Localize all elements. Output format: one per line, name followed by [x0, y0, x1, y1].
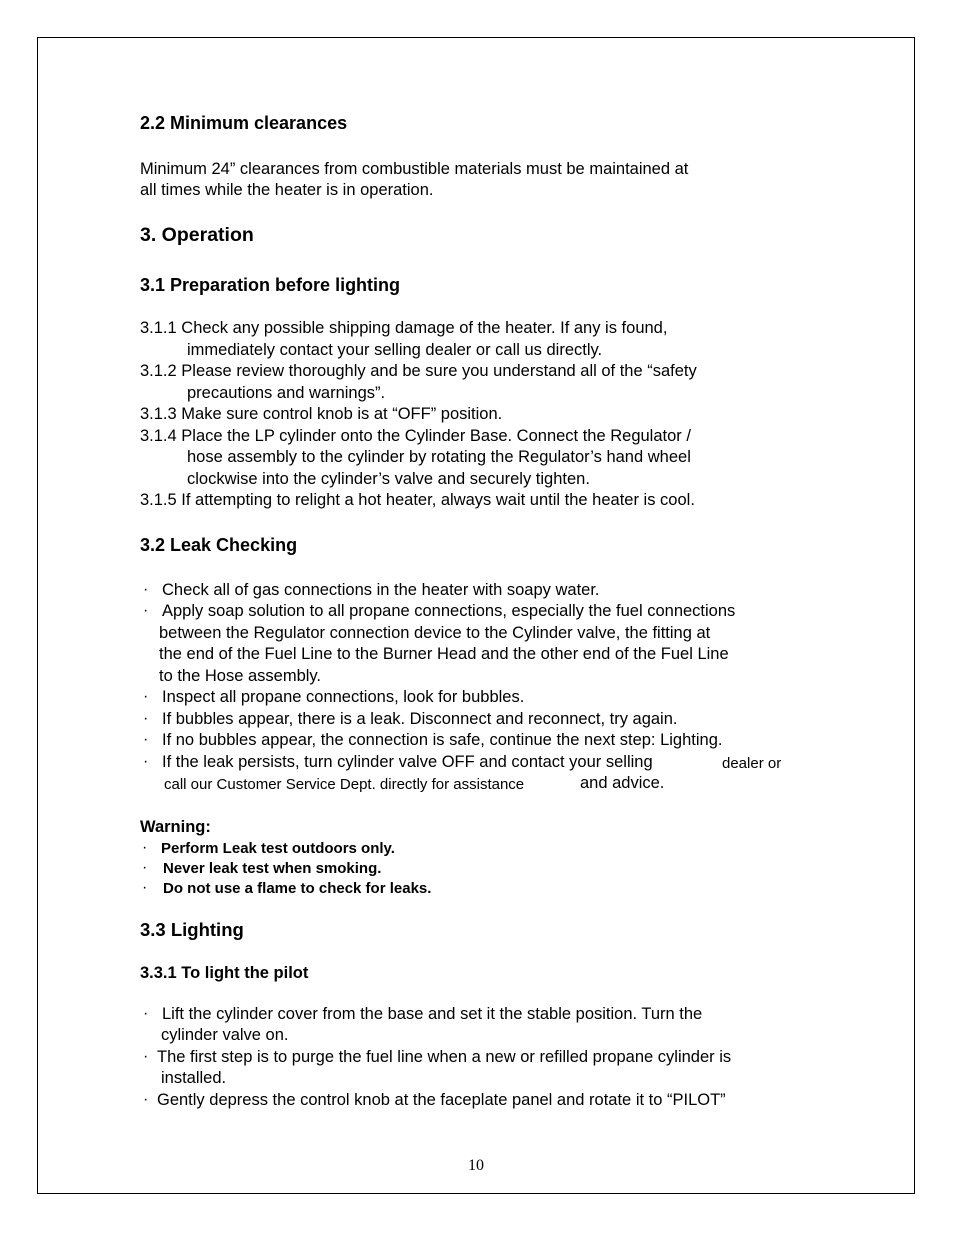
leak-item-line: If bubbles appear, there is a leak. Disconnect and reconnect, try again. [162, 710, 678, 728]
bullet-dot: · [143, 1005, 149, 1022]
leak-item-line: If no bubbles appear, the connection is safe, continue the next step: Lighting. [162, 731, 723, 749]
leak-item-line: the end of the Fuel Line to the Burner Head and the other end of the Fuel Line [159, 645, 729, 663]
warning-heading: Warning: [140, 818, 211, 836]
leak-item-line-small: dealer or [722, 755, 782, 772]
leak-item-line: and advice. [580, 774, 665, 792]
heading-lighting: 3.3 Lighting [140, 919, 244, 940]
leak-item-line: Check all of gas connections in the heater with soapy water. [162, 581, 600, 599]
prep-item-line: hose assembly to the cylinder by rotating the Regulator’s hand wheel [187, 448, 691, 466]
prep-item-line: 3.1.5 If attempting to relight a hot heater, always wait until the heater is cool. [140, 491, 695, 509]
pilot-item-line: cylinder valve on. [161, 1026, 289, 1044]
clearances-text-line: Minimum 24” clearances from combustible materials must be maintained at [140, 160, 689, 178]
heading-leak-checking: 3.2 Leak Checking [140, 535, 298, 555]
heading-light-pilot: 3.3.1 To light the pilot [140, 964, 309, 982]
leak-item-line-small: call our Customer Service Dept. directly for assistance [164, 776, 525, 793]
heading-minimum-clearances: 2.2 Minimum clearances [140, 113, 348, 133]
bullet-dot: · [142, 839, 148, 856]
prep-item-line: 3.1.3 Make sure control knob is at “OFF” position. [140, 405, 503, 423]
bullet-dot: · [143, 1091, 149, 1108]
pilot-item-line: Gently depress the control knob at the faceplate panel and rotate it to “PILOT” [157, 1091, 726, 1109]
leak-item-line: If the leak persists, turn cylinder valve OFF and contact your selling [162, 753, 653, 771]
warning-item: Perform Leak test outdoors only. [161, 840, 395, 857]
leak-item-line: to the Hose assembly. [159, 667, 322, 685]
bullet-dot: · [142, 879, 148, 896]
pilot-item-line: Lift the cylinder cover from the base and set it the stable position. Turn the [162, 1005, 703, 1023]
warning-item: Never leak test when smoking. [163, 860, 382, 877]
bullet-dot: · [143, 688, 149, 705]
warning-item: Do not use a flame to check for leaks. [163, 880, 432, 897]
leak-item-line: Inspect all propane connections, look for bubbles. [162, 688, 525, 706]
pilot-item-line: installed. [161, 1069, 227, 1087]
heading-operation: 3. Operation [140, 224, 254, 246]
leak-item-line: Apply soap solution to all propane connections, especially the fuel connections [162, 602, 736, 620]
leak-item-line: between the Regulator connection device to the Cylinder valve, the fitting at [159, 624, 711, 642]
bullet-dot: · [143, 731, 149, 748]
prep-item-line: 3.1.2 Please review thoroughly and be sure you understand all of the “safety [140, 362, 697, 380]
clearances-text-line: all times while the heater is in operation. [140, 181, 434, 199]
page-number: 10 [468, 1157, 484, 1174]
prep-item-line: precautions and warnings”. [187, 384, 386, 402]
bullet-dot: · [143, 602, 149, 619]
pilot-item-line: The first step is to purge the fuel line when a new or refilled propane cylinder is [157, 1048, 732, 1066]
bullet-dot: · [143, 753, 149, 770]
prep-item-line: clockwise into the cylinder’s valve and securely tighten. [187, 470, 590, 488]
bullet-dot: · [143, 710, 149, 727]
prep-item-line: 3.1.4 Place the LP cylinder onto the Cylinder Base. Connect the Regulator / [140, 427, 691, 445]
prep-item-line: immediately contact your selling dealer or call us directly. [187, 341, 603, 359]
bullet-dot: · [142, 859, 148, 876]
bullet-dot: · [143, 581, 149, 598]
heading-preparation: 3.1 Preparation before lighting [140, 275, 401, 295]
bullet-dot: · [143, 1048, 149, 1065]
prep-item-line: 3.1.1 Check any possible shipping damage of the heater. If any is found, [140, 319, 668, 337]
